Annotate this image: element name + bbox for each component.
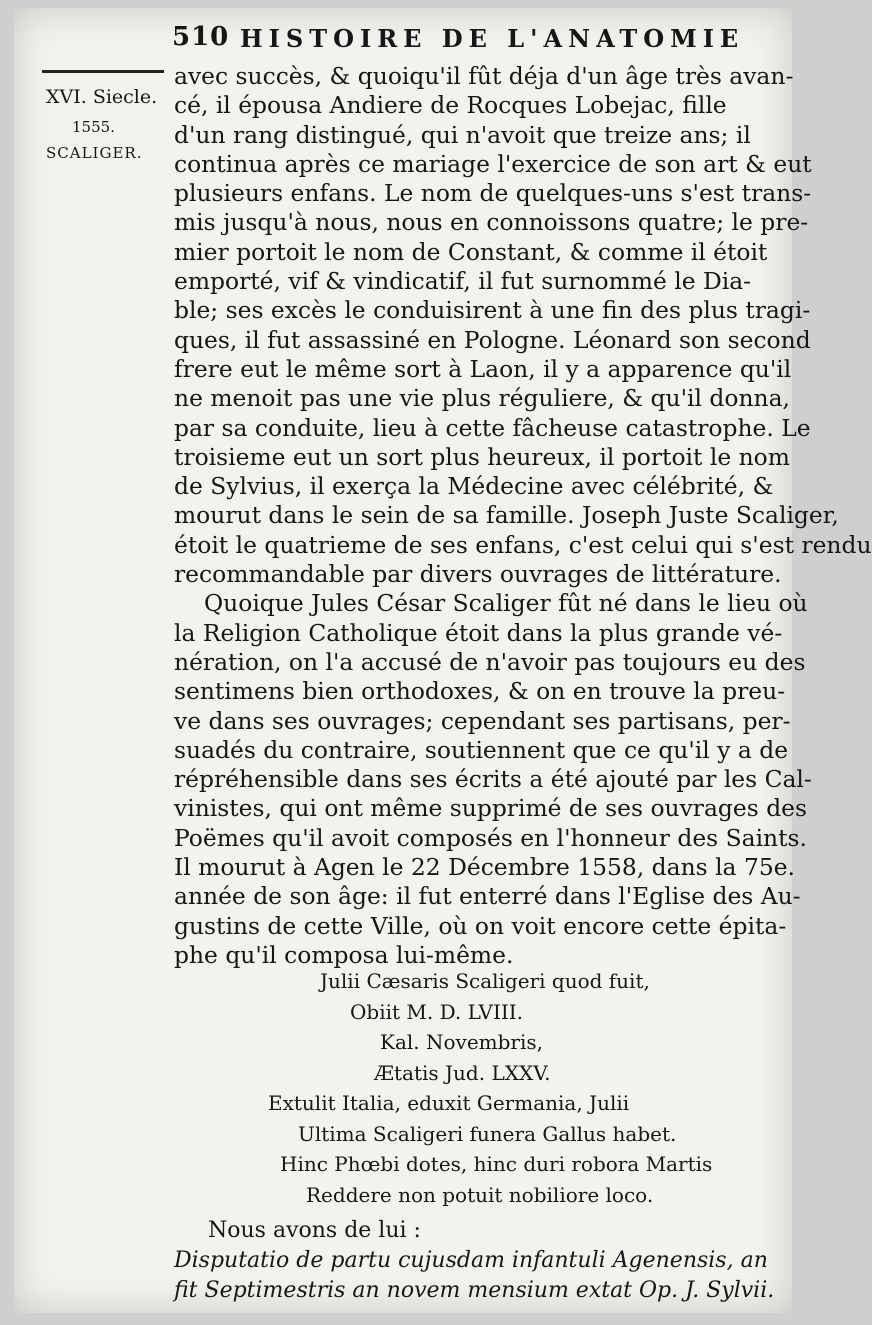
page-number: 510: [172, 22, 230, 52]
text-line: suadés du contraire, soutiennent que ce qu'il y a de: [174, 735, 789, 764]
text-line: troisieme eut un sort plus heureux, il portoit le nom: [174, 442, 790, 471]
works-entry: [174, 1246, 774, 1306]
text-line: phe qu'il composa lui-même.: [174, 940, 514, 969]
text-line: étoit le quatrieme de ses enfans, c'est celui qui s'est rendu: [174, 530, 872, 559]
text-line: mier portoit le nom de Constant, & comme il étoit: [174, 237, 768, 266]
paragraph-1: [174, 62, 872, 589]
text-line: avec succès, & quoiqu'il fût déja d'un âge très avan-: [174, 62, 794, 90]
text-line: mis jusqu'à nous, nous en connoissons quatre; le pre-: [174, 208, 809, 237]
text-line: sentimens bien orthodoxes, & on en trouve la preu-: [174, 677, 786, 706]
main-text: [174, 62, 872, 970]
text-line: frere eut le même sort à Laon, il y a apparence qu'il: [174, 354, 792, 383]
text-line: Quoique Jules César Scaliger fût né dans le lieu où: [204, 589, 808, 618]
epitaph: [174, 966, 769, 1210]
text-line: emporté, vif & vindicatif, il fut surnommé le Dia-: [174, 267, 752, 296]
text-line: répréhensible dans ses écrits a été ajouté par les Cal-: [174, 765, 812, 794]
margin-note-name: SCALIGER.: [46, 144, 143, 162]
epitaph-line: Extulit Italia, eduxit Germania, Julii: [268, 1091, 630, 1115]
text-line: Il mourut à Agen le 22 Décembre 1558, dans la 75e.: [174, 853, 795, 882]
text-line: ne menoit pas une vie plus réguliere, & qu'il donna,: [174, 384, 790, 413]
epitaph-line: Ætatis Jud. LXXV.: [374, 1060, 551, 1085]
epitaph-line: Hinc Phœbi dotes, hinc duri robora Martis: [280, 1152, 713, 1176]
epitaph-line: Kal. Novembris,: [380, 1030, 543, 1054]
epitaph-line: Julii Cæsaris Scaligeri quod fuit,: [320, 969, 650, 993]
text-line: par sa conduite, lieu à cette fâcheuse catastrophe. Le: [174, 413, 811, 442]
running-title: HISTOIRE DE L'ANATOMIE: [240, 24, 745, 53]
works-line: Disputatio de partu cujusdam infantuli Agenensis, an: [174, 1248, 768, 1273]
text-line: continua après ce mariage l'exercice de son art & eut: [174, 149, 812, 178]
text-line: ques, il fut assassiné en Pologne. Léonard son second: [174, 325, 811, 354]
text-line: ve dans ses ouvrages; cependant ses partisans, per-: [174, 706, 791, 735]
text-line: vinistes, qui ont même supprimé de ses ouvrages des: [174, 794, 808, 823]
works-line: fit Septimestris an novem mensium extat Op. J. Sylvii.: [174, 1278, 775, 1303]
text-line: la Religion Catholique étoit dans la plus grande vé-: [174, 618, 783, 647]
text-line: plusieurs enfans. Le nom de quelques-uns s'est trans-: [174, 179, 812, 208]
margin-note-century: XVI. Siecle.: [46, 86, 158, 108]
book-page: [14, 8, 872, 1313]
text-line: année de son âge: il fut enterré dans l'Eglise des Au-: [174, 882, 801, 911]
text-line: cé, il épousa Andiere de Rocques Lobejac, fille: [174, 91, 727, 120]
text-line: mourut dans le sein de sa famille. Joseph Juste Scaliger,: [174, 501, 839, 530]
works-heading: Nous avons de lui :: [208, 1218, 421, 1243]
epitaph-line: Ultima Scaligeri funera Gallus habet.: [298, 1121, 677, 1146]
text-line: de Sylvius, il exerça la Médecine avec célébrité, &: [174, 472, 774, 501]
margin-note-year: 1555.: [72, 118, 115, 136]
epitaph-line: Reddere non potuit nobiliore loco.: [306, 1182, 654, 1207]
text-line: nération, on l'a accusé de n'avoir pas toujours eu des: [174, 647, 806, 676]
paragraph-2: [174, 589, 812, 970]
text-line: d'un rang distingué, qui n'avoit que treize ans; il: [174, 120, 751, 149]
text-line: gustins de cette Ville, où on voit encore cette épita-: [174, 911, 787, 940]
margin-rule: [42, 70, 164, 73]
text-line: ble; ses excès le conduisirent à une fin des plus tragi-: [174, 296, 811, 325]
text-line: recommandable par divers ouvrages de littérature.: [174, 560, 782, 589]
epitaph-line: Obiit M. D. LVIII.: [350, 999, 524, 1024]
text-line: Poëmes qu'il avoit composés en l'honneur des Saints.: [174, 823, 807, 852]
